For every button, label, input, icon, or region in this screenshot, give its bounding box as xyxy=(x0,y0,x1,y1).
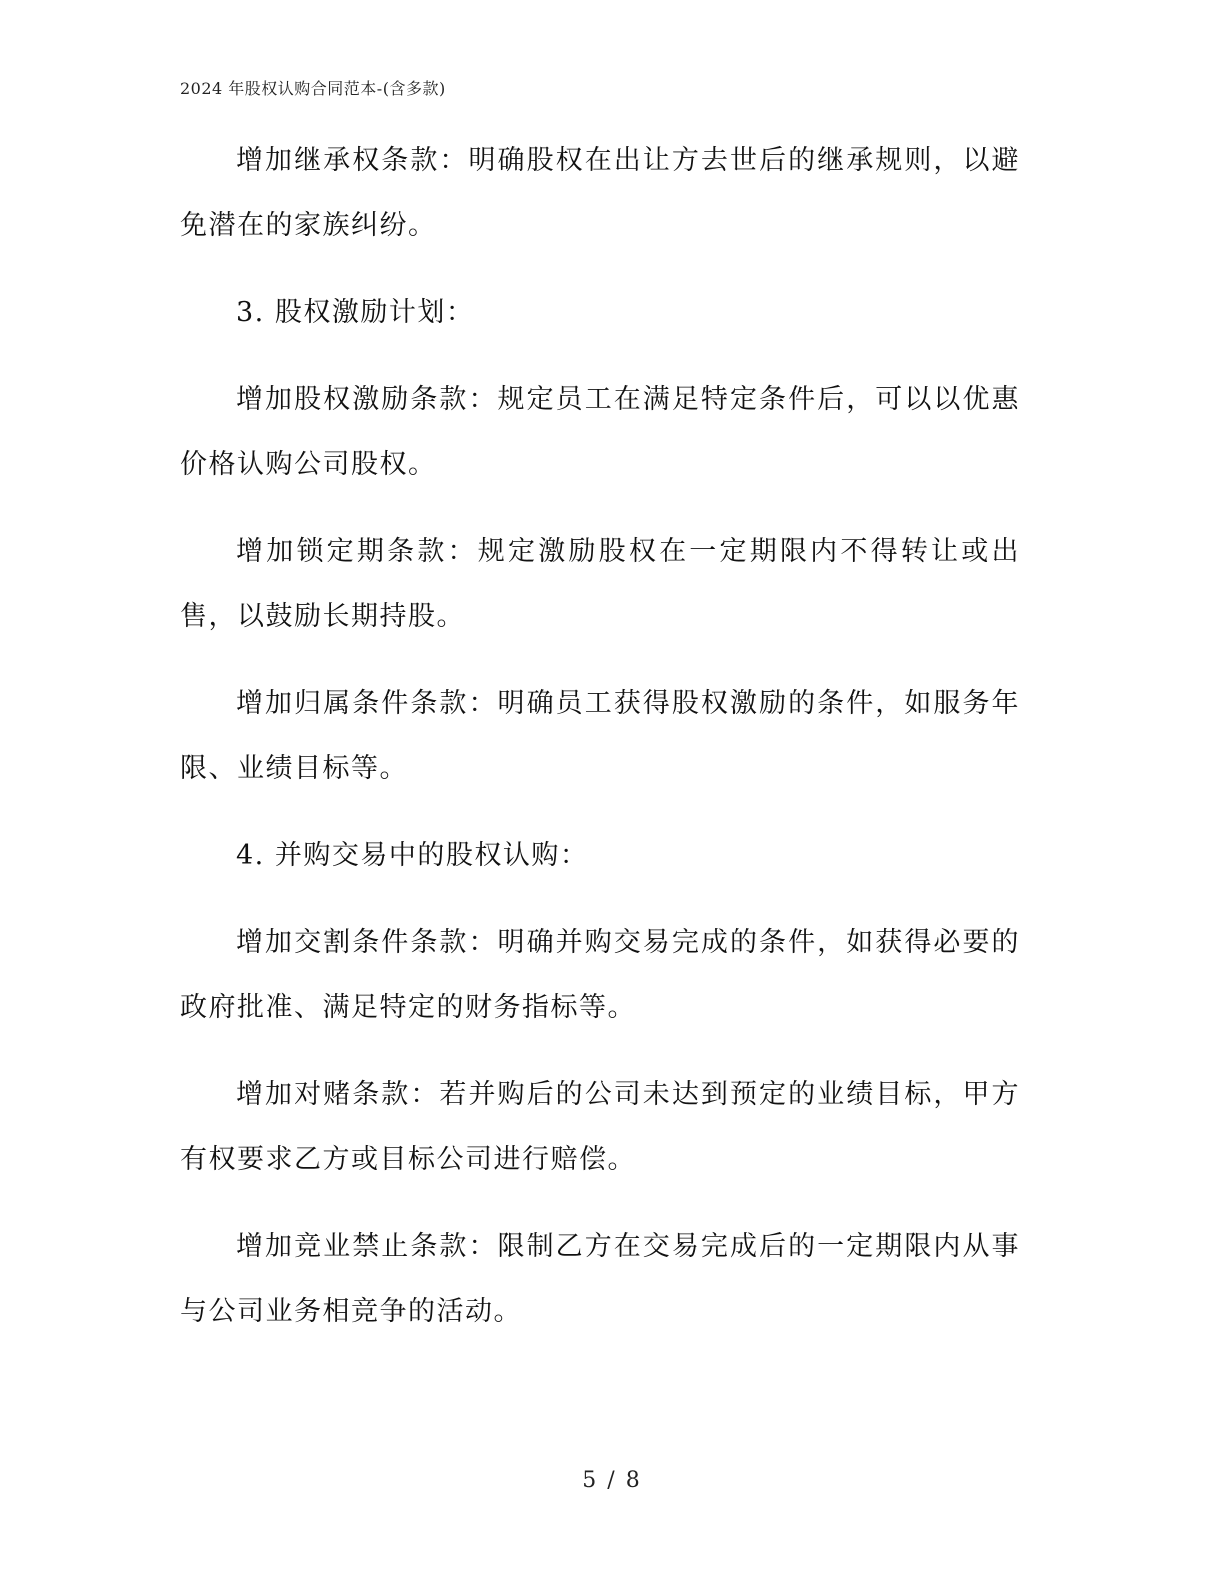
paragraph-vesting-clause: 增加归属条件条款：明确员工获得股权激励的条件，如服务年限、业绩目标等。 xyxy=(180,688,1020,784)
paragraph-lockup-clause: 增加锁定期条款：规定激励股权在一定期限内不得转让或出售，以鼓励长期持股。 xyxy=(180,536,1020,632)
page-number: 5 / 8 xyxy=(582,1468,642,1493)
running-header: 2024 年股权认购合同范本-(含多款) xyxy=(180,79,446,98)
section-heading-ma-subscription: 4. 并购交易中的股权认购： xyxy=(236,840,589,871)
paragraph-non-compete-clause: 增加竞业禁止条款：限制乙方在交易完成后的一定期限内从事与公司业务相竞争的活动。 xyxy=(180,1231,1020,1327)
section-heading-equity-incentive: 3. 股权激励计划： xyxy=(236,297,475,328)
document-body xyxy=(180,128,1020,1366)
paragraph-equity-incentive-clause: 增加股权激励条款：规定员工在满足特定条件后，可以以优惠价格认购公司股权。 xyxy=(180,384,1020,480)
paragraph-vam-clause: 增加对赌条款：若并购后的公司未达到预定的业绩目标，甲方有权要求乙方或目标公司进行赔偿。 xyxy=(180,1079,1020,1175)
paragraph-closing-conditions-clause: 增加交割条件条款：明确并购交易完成的条件，如获得必要的政府批准、满足特定的财务指标等。 xyxy=(180,927,1020,1023)
paragraph-inheritance-clause: 增加继承权条款：明确股权在出让方去世后的继承规则，以避免潜在的家族纠纷。 xyxy=(180,145,1020,241)
